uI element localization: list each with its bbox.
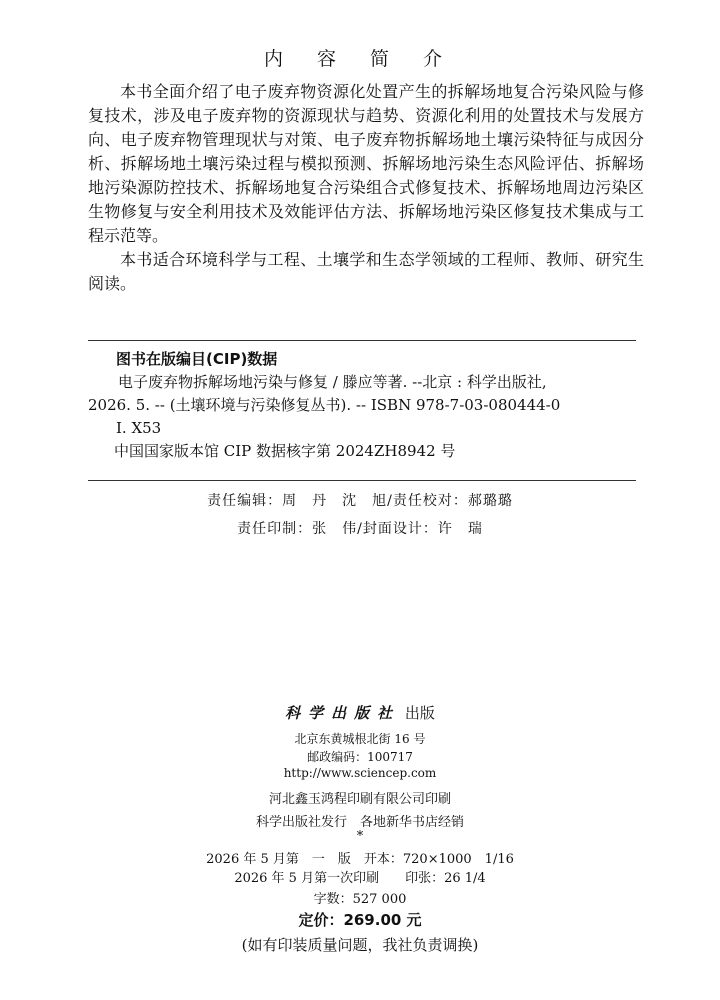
cip-line-2: 2026. 5. -- (土壤环境与污染修复丛书). -- ISBN 978-7-03-080444-0 bbox=[88, 396, 561, 414]
summary-section bbox=[88, 80, 644, 296]
publisher-website: http://www.sciencep.com bbox=[283, 766, 437, 780]
separator-star: * bbox=[356, 829, 364, 844]
publisher-brand: 科学出版社 bbox=[285, 704, 401, 722]
notice-line: (如有印装质量问题，我社负责调换) bbox=[241, 936, 479, 954]
divider-top bbox=[88, 340, 636, 341]
publisher-suffix: 出版 bbox=[404, 704, 435, 722]
price-line: 定价：269.00 元 bbox=[298, 911, 422, 929]
cip-line-1: 电子废弃物拆解场地污染与修复 / 滕应等著. --北京 : 科学出版社, bbox=[118, 373, 547, 391]
divider-bottom bbox=[88, 480, 636, 481]
publisher-line bbox=[0, 702, 720, 723]
wordcount-line: 字数：527 000 bbox=[313, 892, 407, 907]
summary-paragraph-2: 本书适合环境科学与工程、土壤学和生态学领域的工程师、教师、研究生阅读。 bbox=[88, 250, 644, 293]
cip-heading: 图书在版编目(CIP)数据 bbox=[116, 350, 278, 368]
publisher-address: 北京东黄城根北街 16 号 bbox=[294, 732, 426, 746]
publisher-postcode: 邮政编码：100717 bbox=[307, 750, 413, 764]
editors-line: 责任编辑：周 丹 沈 旭/责任校对：郝璐璐 bbox=[207, 493, 513, 509]
cip-line-4: 中国国家版本馆 CIP 数据核字第 2024ZH8942 号 bbox=[114, 442, 456, 460]
edition-line: 2026 年 5 月第 一 版 开本：720×1000 1/16 bbox=[206, 852, 514, 867]
production-line: 责任印制：张 伟/封面设计：许 瑞 bbox=[237, 521, 483, 537]
printer-line: 河北鑫玉鸿程印刷有限公司印刷 bbox=[268, 792, 451, 807]
printing-line: 2026 年 5 月第一次印刷 印张：26 1/4 bbox=[234, 871, 486, 886]
summary-paragraph-1: 本书全面介绍了电子废弃物资源化处置产生的拆解场地复合污染风险与修复技术，涉及电子废弃物的资源现状与趋势、资源化利用的处置技术与发展方向、电子废弃物管理现状与对策、电子废弃物拆解场地土壤污染特征与成因分析、拆解场地土壤污染过程与模拟预测、拆解场地污染生态风险评估、拆解场地污染源防控技术、拆解场地复合污染组合式修复技术、拆解场地周边污染区生物修复与安全利用技术及效能评估方法、拆解场地污染区修复技术集成与工程示范等。 bbox=[88, 82, 644, 245]
cip-line-3: Ⅰ. X53 bbox=[116, 419, 162, 437]
cip-block bbox=[88, 348, 636, 463]
distribution-line: 科学出版社发行 各地新华书店经销 bbox=[255, 815, 464, 830]
page-title: 内 容 简 介 bbox=[263, 48, 457, 70]
